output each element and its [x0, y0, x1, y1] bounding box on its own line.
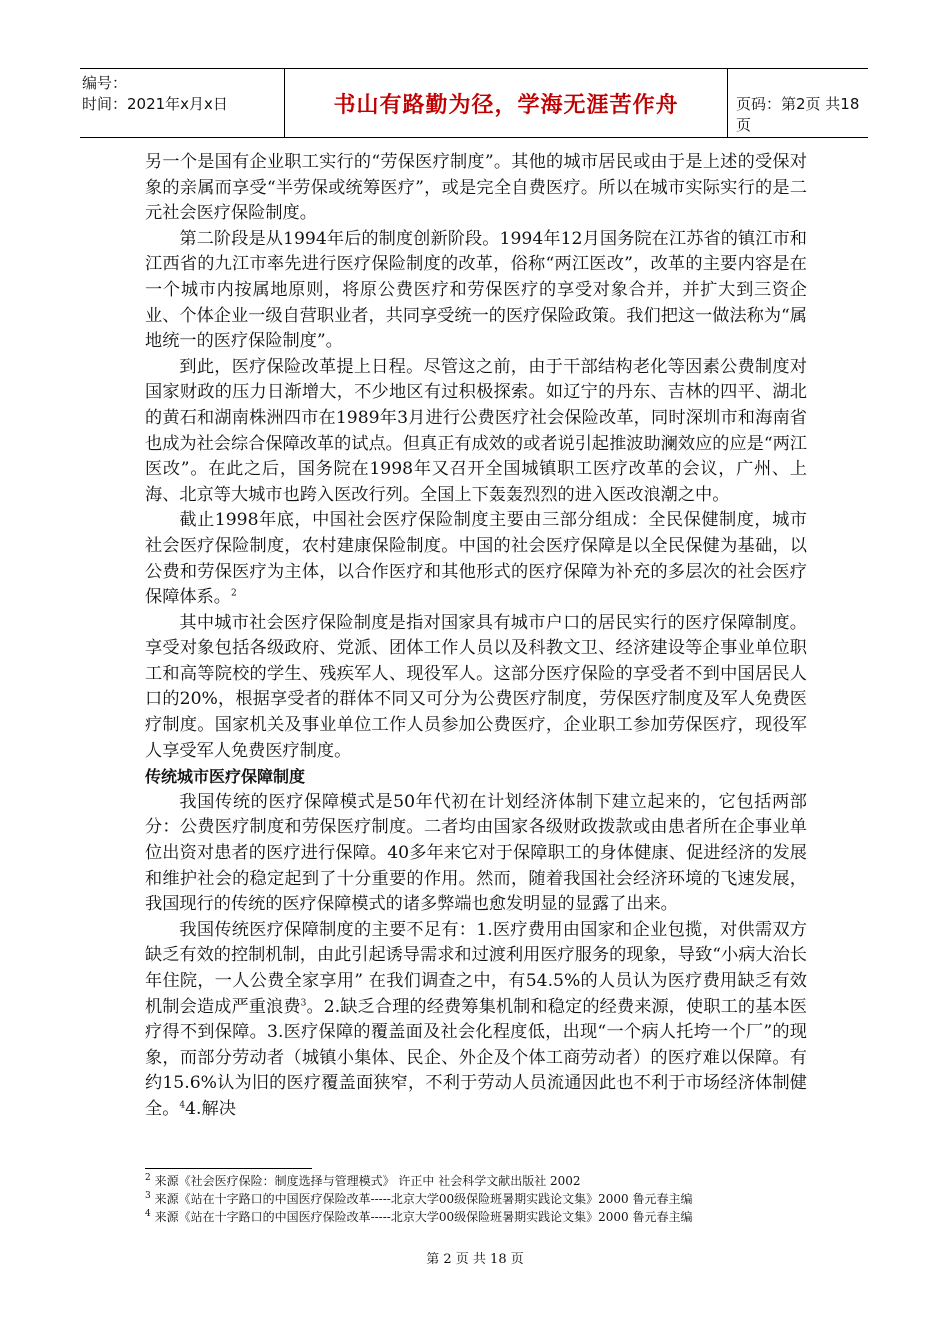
footnotes [145, 1172, 845, 1226]
footnote-ref[interactable]: 3 [300, 997, 307, 1008]
footnote: $^4$ 来源《站在十字路口的中国医疗保险改革-----北京大学00级保险班暑期实践论文集》2000 鲁元春主编 [145, 1209, 693, 1224]
header-meta [82, 73, 282, 115]
paragraph: 另一个是国有企业职工实行的“劳保医疗制度”。其他的城市居民或由于是上述的受保对象的亲属而享受“半劳保或统筹医疗”，或是完全自费医疗。所以在城市实际实行的是二元社会医疗保险制度。 [145, 152, 807, 224]
paragraph: 到此，医疗保险改革提上日程。尽管这之前，由于干部结构老化等因素公费制度对国家财政的压力日渐增大，不少地区有过积极探索。如辽宁的丹东、吉林的四平、湖北的黄石和湖南株洲四市在1989年3月进行公费医疗社会保险改革，同时深圳市和海南省也成为社会综合保障改革的试点。但真正有成效的或者说引起推波助澜效应的应是“两江医改”。在此之后，国务院在1998年又召开全国城镇职工医疗改革的会议，广州、上海、北京等大城市也跨入医改行列。全国上下轰轰烈烈的进入医改浪潮之中。 [145, 356, 807, 505]
document-number-label: 编号： [82, 74, 128, 92]
paragraph: 其中城市社会医疗保险制度是指对国家具有城市户口的居民实行的医疗保障制度。享受对象包括各级政府、党派、团体工作人员以及科教文卫、经济建设等企事业单位职工和高等院校的学生、残疾军人、现役军人。这部分医疗保险的享受者不到中国居民人口的20%，根据享受者的群体不同又可分为公费医疗制度，劳保医疗制度及军人免费医疗制度。国家机关及事业单位工作人员参加公费医疗，企业职工参加劳保医疗，现役军人享受军人免费医疗制度。 [145, 612, 807, 761]
page-header [80, 68, 868, 138]
paragraph: 截止1998年底，中国社会医疗保险制度主要由三部分组成：全民保健制度，城市社会医疗保险制度，农村建康保险制度。中国的社会医疗保障是以全民保健为基础，以公费和劳保医疗为主体，以合作医疗和其他形式的医疗保障为补充的多层次的社会医疗保障体系。$^2$ [145, 510, 807, 608]
footnote-ref[interactable]: 2 [230, 588, 237, 599]
paragraph: 我国传统的医疗保障模式是50年代初在计划经济体制下建立起来的，它包括两部分：公费医疗制度和劳保医疗制度。二者均由国家各级财政拨款或由患者所在企事业单位出资对患者的医疗进行保障。40多年来它对于保障职工的身体健康、促进经济的发展和维护社会的稳定起到了十分重要的作用。然而，随着我国社会经济环境的飞速发展，我国现行的传统的医疗保障模式的诸多弊端也愈发明显的显露了出来。 [145, 791, 807, 915]
page-number: 第 2 页 共 18 页 [426, 1252, 524, 1267]
footnote-separator [145, 1168, 312, 1169]
header-motto: 书山有路勤为径，学海无涯苦作舟 [284, 69, 728, 137]
section-heading: 传统城市医疗保障制度 [145, 767, 306, 787]
paragraph: 第二阶段是从1994年后的制度创新阶段。1994年12月国务院在江苏省的镇江市和江西省的九江市率先进行医疗保险制度的改革，俗称“两江医改”，改革的主要内容是在一个城市内按属地原则，将原公费医疗和劳保医疗的享受对象合并，并扩大到三资企业、个体企业一级自营职业者，共同享受统一的医疗保险政策。我们把这一做法称为“属地统一的医疗保险制度”。 [145, 228, 807, 352]
footnote: $^3$ 来源《站在十字路口的中国医疗保险改革-----北京大学00级保险班暑期实践论文集》2000 鲁元春主编 [145, 1191, 693, 1206]
header-page-info: 页码：第2页 共18页 [736, 95, 860, 134]
paragraph: 我国传统医疗保障制度的主要不足有：1.医疗费用由国家和企业包揽，对供需双方缺乏有效的控制机制，由此引起诱导需求和过渡利用医疗服务的现象，导致“小病大治长年住院，一人公费全家享用” 在我们调查之中，有54.5%的人员认为医疗费用缺乏有效机制会造成严重浪费$^3$。2.缺乏合理的经费筹集机制和稳定的经费来源，使职工的基本医疗得不到保障。3.医疗保障的覆盖面及社会化程度低，出现“一个病人托垮一个厂”的现象，而部分劳动者（城镇小集体、民企、外企及个体工商劳动者）的医疗难以保障。有约15.6%认为旧的医疗覆盖面狭窄，不利于劳动人员流通因此也不利于市场经济体制健全。$^4$4.解决 [145, 919, 807, 1119]
document-time-label: 时间：2021年x月x日 [82, 95, 228, 113]
footnote-ref[interactable]: 4 [179, 1100, 186, 1111]
document-body [145, 150, 807, 1123]
footnote: $^2$ 来源《社会医疗保险：制度选择与管理模式》 许正中 社会科学文献出版社 2002 [145, 1173, 581, 1188]
